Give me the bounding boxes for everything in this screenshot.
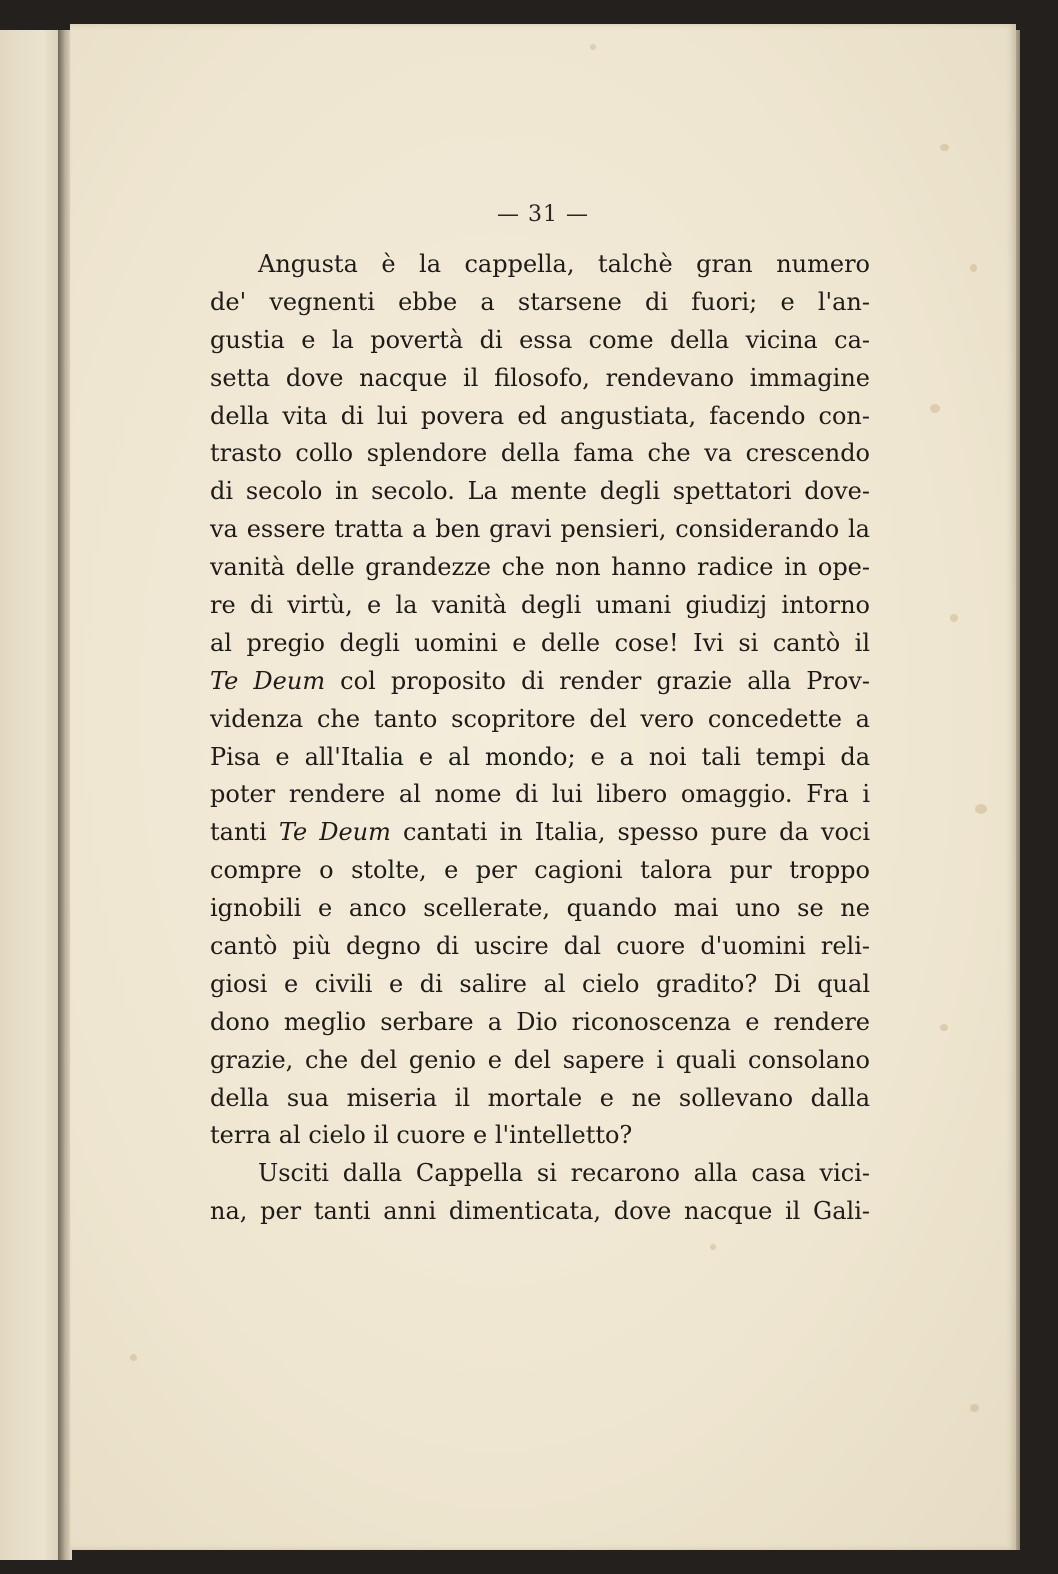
book-page [70,24,1016,1550]
foxing-spot [710,1244,716,1250]
italic-title: Te Deum [278,818,391,847]
foxing-spot [970,264,977,272]
text-line: terra al cielo il cuore e l'intelletto? [210,1121,633,1150]
line-text: tanti [210,818,279,847]
text-line: Usciti dalla Cappella si recarono alla casa vici- [258,1159,870,1188]
text-line: re di virtù, e la vanità degli umani giudizj intorno [210,591,870,620]
foxing-spot [940,144,949,151]
foxing-spot [950,614,958,622]
line-text: cantati in Italia, spesso pure da voci [390,818,871,847]
text-line: de' vegnenti ebbe a starsene di fuori; e l'an- [210,287,870,316]
text-line: na, per tanti anni dimenticata, dove nacque il Gali- [210,1197,870,1226]
facing-page-edge [0,30,64,1560]
text-line: ignobili e anco scellerate, quando mai uno se ne [210,894,870,923]
italic-title: Te Deum [210,666,326,695]
foxing-spot [930,404,940,413]
text-line: poter rendere al nome di lui libero omaggio. Fra i [210,780,870,809]
text-line: trasto collo splendore della fama che va crescendo [210,439,870,468]
line-text: col proposito di render grazie alla Prov- [325,666,870,695]
text-line: della sua miseria il mortale e ne sollevano dalla [210,1083,870,1112]
text-line: grazie, che del genio e del sapere i quali consolano [210,1045,870,1074]
text-line: va essere tratta a ben gravi pensieri, considerando la [210,515,870,544]
paragraph-1 [210,246,870,1155]
paragraph-2 [210,1155,870,1231]
text-line: giosi e civili e di salire al cielo gradito? Di qual [210,969,870,998]
text-line: vanità delle grandezze che non hanno radice in ope- [210,553,870,582]
text-line: setta dove nacque il filosofo, rendevano immagine [210,363,870,392]
foxing-spot [940,1024,948,1031]
text-line: della vita di lui povera ed angustiata, facendo con- [210,401,870,430]
text-line [210,814,870,852]
body-text [210,246,870,1231]
text-line: cantò più degno di uscire dal cuore d'uomini reli- [210,932,870,961]
foxing-spot [975,804,987,814]
text-line: Angusta è la cappella, talchè gran numero [258,250,870,278]
text-line: Pisa e all'Italia e al mondo; e a noi tali tempi da [210,742,870,771]
text-line: al pregio degli uomini e delle cose! Ivi si cantò il [210,628,870,657]
foxing-spot [590,44,596,50]
text-line: gustia e la povertà di essa come della vicina ca- [210,325,870,354]
text-line: dono meglio serbare a Dio riconoscenza e rendere [210,1007,870,1036]
text-line: di secolo in secolo. La mente degli spettatori dove- [210,477,870,506]
text-line: compre o stolte, e per cagioni talora pur troppo [210,856,870,885]
foxing-spot [130,1354,137,1361]
text-line: videnza che tanto scopritore del vero concedette a [210,704,870,733]
page-number: — 31 — [497,202,589,227]
foxing-spot [970,1404,979,1412]
text-line [210,663,870,701]
